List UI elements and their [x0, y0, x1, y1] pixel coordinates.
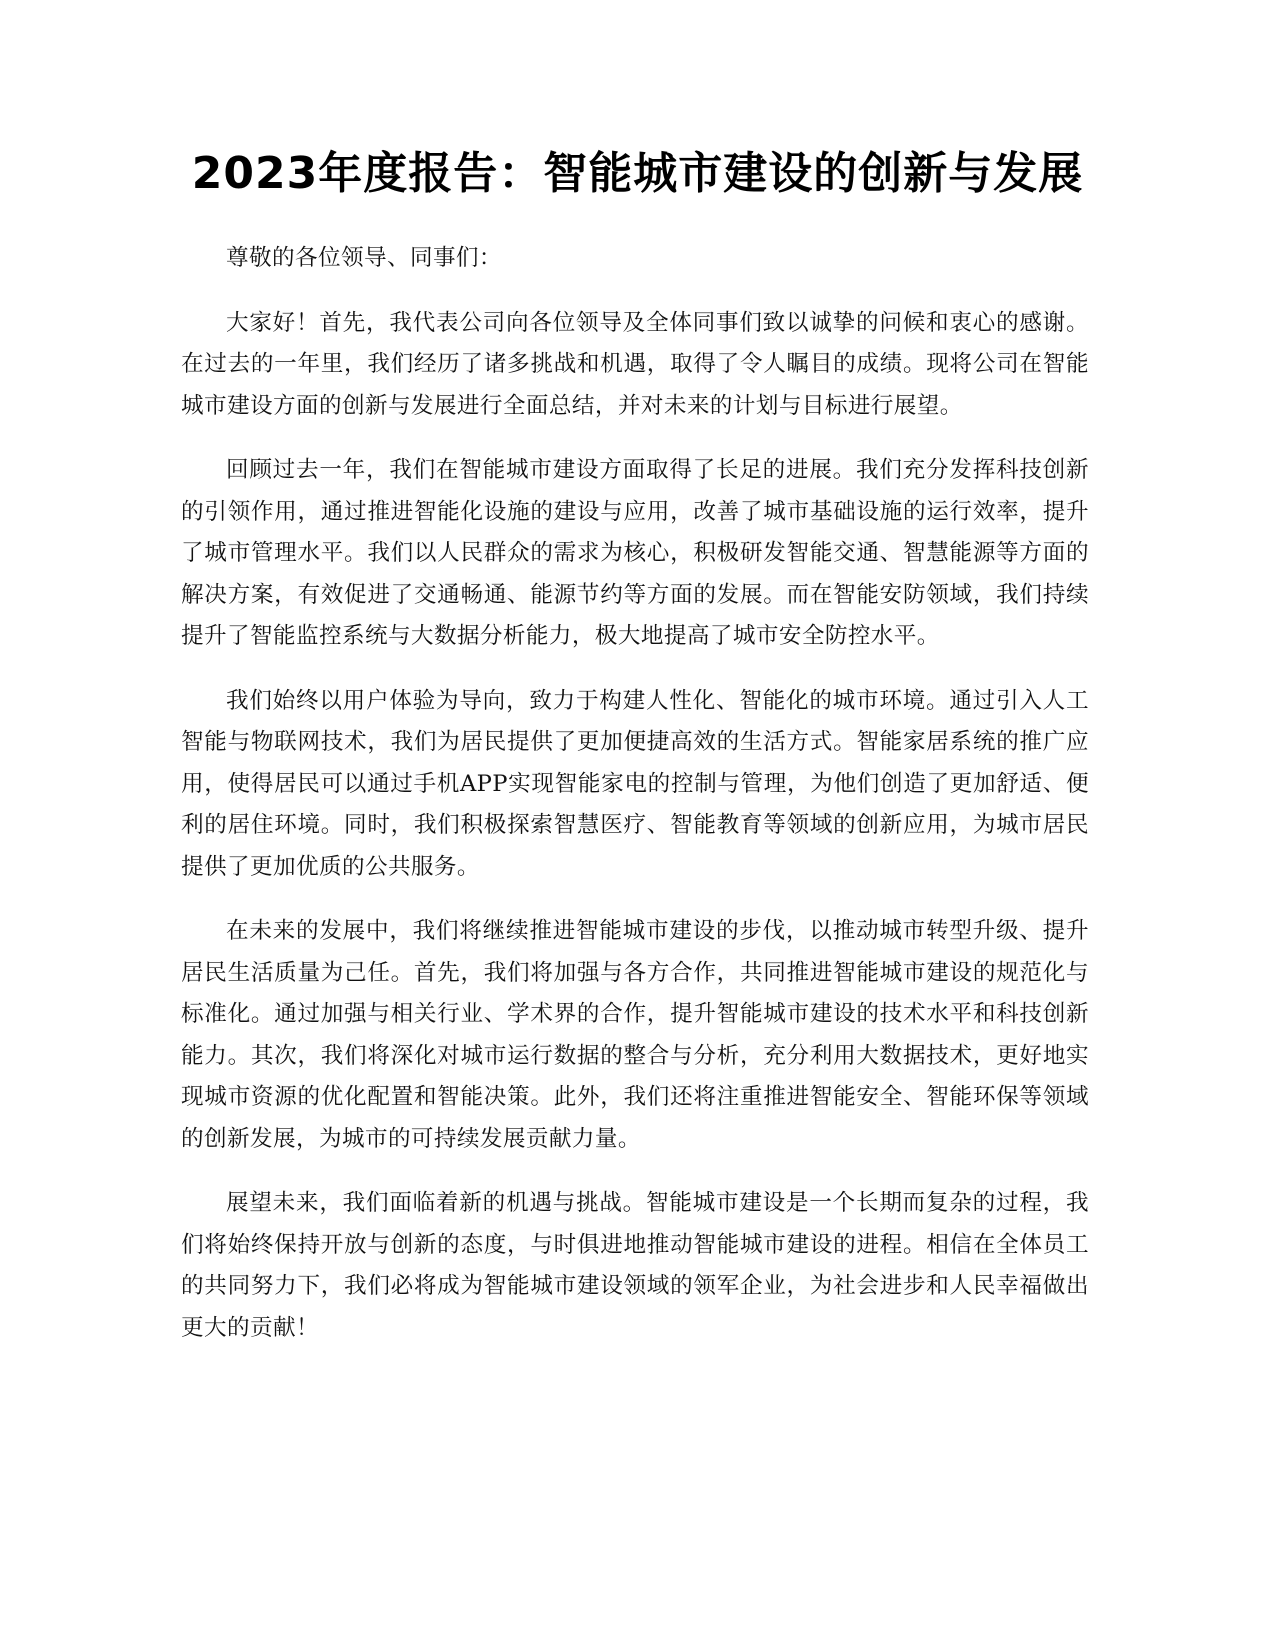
paragraph-user-experience: 我们始终以用户体验为导向，致力于构建人性化、智能化的城市环境。通过引入人工智能与物联网技术，我们为居民提供了更加便捷高效的生活方式。智能家居系统的推广应用，使得居民可以通过手机APP实现智能家电的控制与管理，为他们创造了更加舒适、便利的居住环境。同时，我们积极探索智慧医疗、智能教育等领域的创新应用，为城市居民提供了更加优质的公共服务。: [181, 687, 1089, 880]
paragraph-future-development: 在未来的发展中，我们将继续推进智能城市建设的步伐，以推动城市转型升级、提升居民生活质量为己任。首先，我们将加强与各方合作，共同推进智能城市建设的规范化与标准化。通过加强与相关行业、学术界的合作，提升智能城市建设的技术水平和科技创新能力。其次，我们将深化对城市运行数据的整合与分析，充分利用大数据技术，更好地实现城市资源的优化配置和智能决策。此外，我们还将注重推进智能安全、智能环保等领域的创新发展，为城市的可持续发展贡献力量。: [181, 918, 1089, 1152]
paragraph-greeting: 大家好！首先，我代表公司向各位领导及全体同事们致以诚挚的问候和衷心的感谢。在过去的一年里，我们经历了诸多挑战和机遇，取得了令人瞩目的成绩。现将公司在智能城市建设方面的创新与发展进行全面总结，并对未来的计划与目标进行展望。: [181, 309, 1089, 419]
paragraph-outlook: 展望未来，我们面临着新的机遇与挑战。智能城市建设是一个长期而复杂的过程，我们将始终保持开放与创新的态度，与时俱进地推动智能城市建设的进程。相信在全体员工的共同努力下，我们必将成为智能城市建设领域的领军企业，为社会进步和人民幸福做出更大的贡献！: [181, 1190, 1089, 1341]
document-body: [181, 238, 1089, 1372]
document-title: 2023年度报告：智能城市建设的创新与发展: [191, 148, 1084, 199]
paragraph-review: 回顾过去一年，我们在智能城市建设方面取得了长足的进展。我们充分发挥科技创新的引领作用，通过推进智能化设施的建设与应用，改善了城市基础设施的运行效率，提升了城市管理水平。我们以人民群众的需求为核心，积极研发智能交通、智慧能源等方面的解决方案，有效促进了交通畅通、能源节约等方面的发展。而在智能安防领域，我们持续提升了智能监控系统与大数据分析能力，极大地提高了城市安全防控水平。: [181, 457, 1089, 649]
paragraph-salutation: 尊敬的各位领导、同事们：: [226, 245, 502, 271]
